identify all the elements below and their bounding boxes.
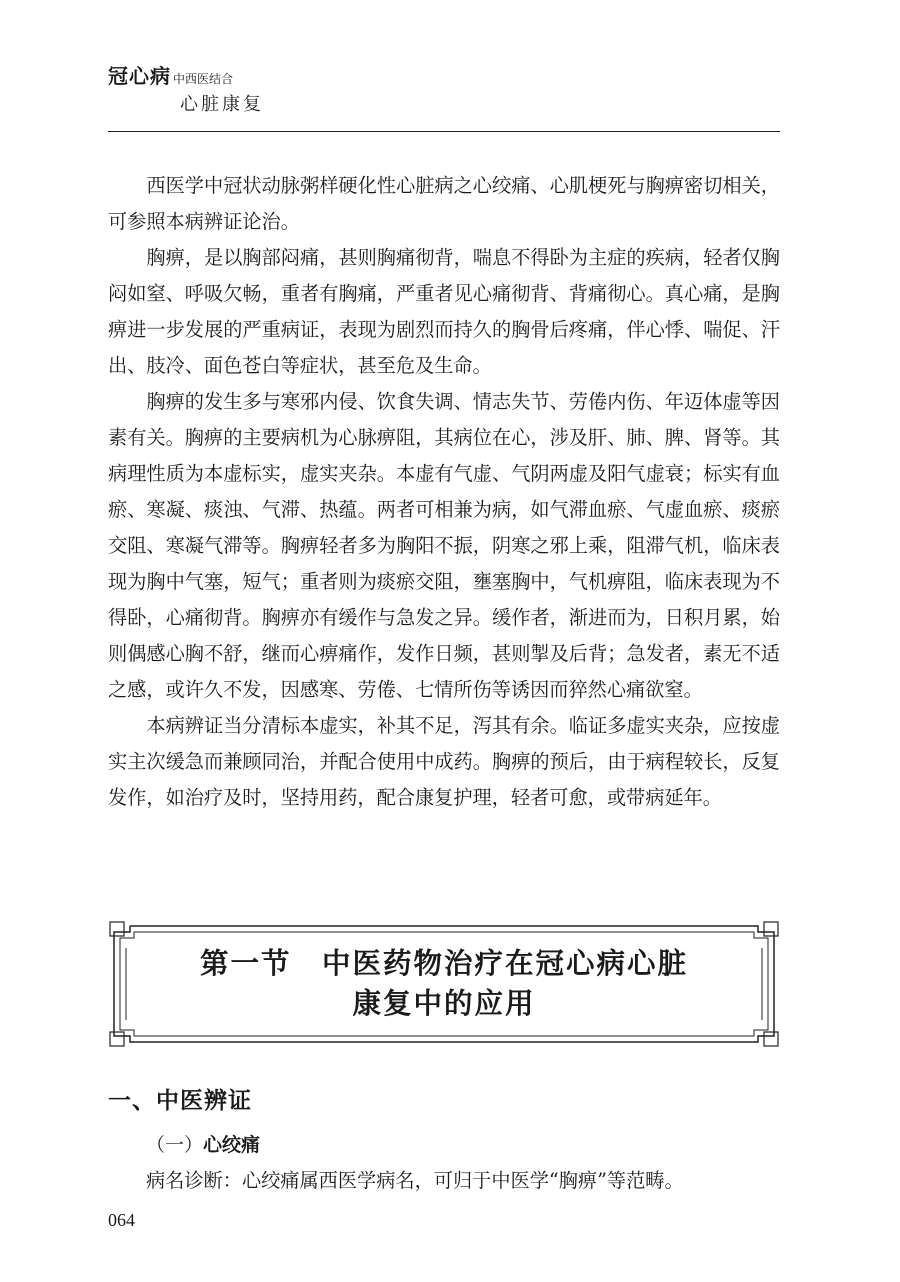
- body-text: [108, 168, 780, 816]
- heading-level-2: [146, 1130, 260, 1157]
- heading-level-2-label: 心绞痛: [203, 1134, 261, 1156]
- section-title: [108, 944, 780, 1024]
- paragraph-1: 西医学中冠状动脉粥样硬化性心脏病之心绞痛、心肌梗死与胸痹密切相关，可参照本病辨证论治。: [108, 174, 780, 233]
- running-header-title: [108, 60, 233, 94]
- book-title-tag: 中西医结合: [173, 72, 234, 86]
- book-subtitle: 心脏康复: [180, 94, 264, 115]
- section-banner: [108, 920, 780, 1048]
- diagnosis-text: 病名诊断：心绞痛属西医学病名，可归于中医学“胸痹”等范畴。: [146, 1169, 684, 1192]
- section-title-line-2: 康复中的应用: [352, 987, 536, 1020]
- paragraph-2: 胸痹，是以胸部闷痛，甚则胸痛彻背，喘息不得卧为主症的疾病，轻者仅胸闷如窒、呼吸欠畅，重者有胸痛，严重者见心痛彻背、背痛彻心。真心痛，是胸痹进一步发展的严重病证，表现为剧烈而持久的胸骨后疼痛，伴心悸、喘促、汗出、肢冷、面色苍白等症状，甚至危及生命。: [108, 246, 780, 377]
- section-title-line-1: 第一节 中医药物治疗在冠心病心脏: [199, 947, 688, 980]
- page-number: 064: [108, 1210, 135, 1230]
- heading-level-2-number: （一）: [146, 1134, 204, 1156]
- paragraph-4: 本病辨证当分清标本虚实，补其不足，泻其有余。临证多虚实夹杂，应按虚实主次缓急而兼顾同治，并配合使用中成药。胸痹的预后，由于病程较长，反复发作，如治疗及时，坚持用药，配合康复护理，轻者可愈，或带病延年。: [108, 714, 780, 809]
- book-title: 冠心病: [108, 64, 171, 88]
- paragraph-3: 胸痹的发生多与寒邪内侵、饮食失调、情志失节、劳倦内伤、年迈体虚等因素有关。胸痹的主要病机为心脉痹阻，其病位在心，涉及肝、肺、脾、肾等。其病理性质为本虚标实，虚实夹杂。本虚有气虚、气阴两虚及阳气虚衰；标实有血瘀、寒凝、痰浊、气滞、热蕴。两者可相兼为病，如气滞血瘀、气虚血瘀、痰瘀交阻、寒凝气滞等。胸痹轻者多为胸阳不振，阴寒之邪上乘，阻滞气机，临床表现为胸中气塞，短气；重者则为痰瘀交阻，壅塞胸中，气机痹阻，临床表现为不得卧，心痛彻背。胸痹亦有缓作与急发之异。缓作者，渐进而为，日积月累，始则偶感心胸不舒，继而心痹痛作，发作日频，甚则掣及后背；急发者，素无不适之感，或许久不发，因感寒、劳倦、七情所伤等诱因而猝然心痛欲窒。: [108, 390, 780, 701]
- header-divider: [108, 131, 780, 132]
- heading-level-1: 一、中医辨证: [108, 1088, 252, 1114]
